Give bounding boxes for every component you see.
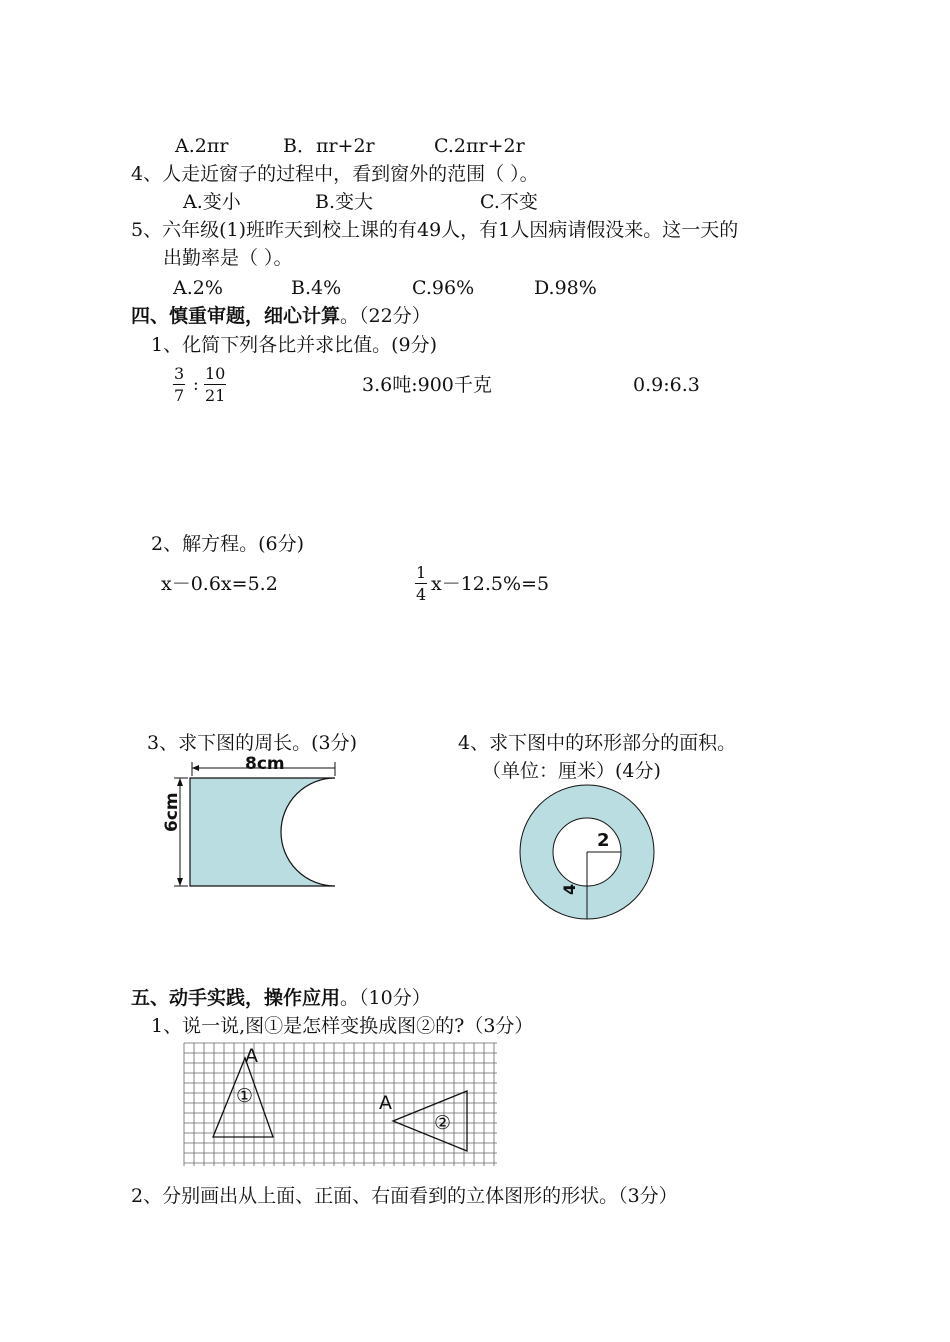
- ratio-expression-3: 0.9:6.3: [633, 374, 700, 396]
- s4-q3-title: 3、求下图的周长。(3分): [147, 732, 358, 754]
- section-5-score: 。（10分）: [340, 987, 431, 1009]
- vertex-a-1: A: [245, 1045, 258, 1067]
- fraction-10-21: $\frac{10}{21}$: [205, 364, 226, 405]
- equation-1: x－0.6x=5.2: [161, 573, 278, 595]
- ratio-expression-2: 3.6吨:900千克: [362, 374, 492, 396]
- s4-q4-title: 4、求下图中的环形部分的面积。: [458, 732, 737, 754]
- option-a: A.2πr: [175, 135, 229, 157]
- inner-radius-label: 2: [597, 830, 610, 851]
- q5-option-c: C.96%: [412, 277, 475, 299]
- option-b: B．πr+2r: [283, 135, 375, 157]
- s5-q1-title: 1、说一说,图①是怎样变换成图②的?（3分）: [151, 1015, 534, 1037]
- q4-option-c: C.不变: [480, 191, 538, 213]
- figure-2-label: ②: [434, 1112, 452, 1134]
- equation-2-rest: x－12.5%=5: [431, 573, 550, 595]
- section-4-title: 四、慎重审题，细心计算: [131, 305, 341, 327]
- q4-option-a: A.变小: [183, 191, 241, 213]
- question-5-line2: 出勤率是（ ）。: [163, 247, 293, 269]
- option-c: C.2πr+2r: [434, 135, 525, 157]
- figure-1-label: ①: [236, 1085, 254, 1107]
- s5-q2-title: 2、分别画出从上面、正面、右面看到的立体图形的形状。（3分）: [131, 1185, 678, 1207]
- perimeter-figure: [174, 762, 335, 886]
- section-5-title: 五、动手实践，操作应用: [131, 987, 341, 1009]
- section-4-score: 。（22分）: [340, 305, 431, 327]
- fraction-3-7: $\frac{3}{7}$: [174, 364, 185, 405]
- ratio-colon: :: [193, 375, 199, 395]
- annulus-figure: [520, 785, 654, 919]
- q5-option-d: D.98%: [534, 277, 597, 299]
- q5-option-b: B.4%: [291, 277, 342, 299]
- fraction-1-4: $\frac{1}{4}$: [416, 563, 427, 604]
- s4-q4-subtitle: （单位：厘米）(4分): [482, 760, 661, 782]
- question-4: 4、人走近窗子的过程中，看到窗外的范围（ ）。: [131, 163, 539, 185]
- height-label: 6cm: [162, 792, 182, 832]
- section-5-heading: [131, 989, 431, 1008]
- grid-figure: [184, 1043, 497, 1166]
- q5-option-a: A.2%: [173, 277, 223, 299]
- s4-q2-title: 2、解方程。(6分): [151, 533, 305, 555]
- q4-option-b: B.变大: [315, 191, 374, 213]
- s4-q1-title: 1、化简下列各比并求比值。(9分): [151, 334, 438, 356]
- vertex-a-2: A: [379, 1092, 392, 1114]
- width-label: 8cm: [245, 754, 285, 774]
- question-5-line1: 5、六年级(1)班昨天到校上课的有49人，有1人因病请假没来。这一天的: [131, 219, 739, 241]
- outer-radius-label: 4: [560, 883, 579, 895]
